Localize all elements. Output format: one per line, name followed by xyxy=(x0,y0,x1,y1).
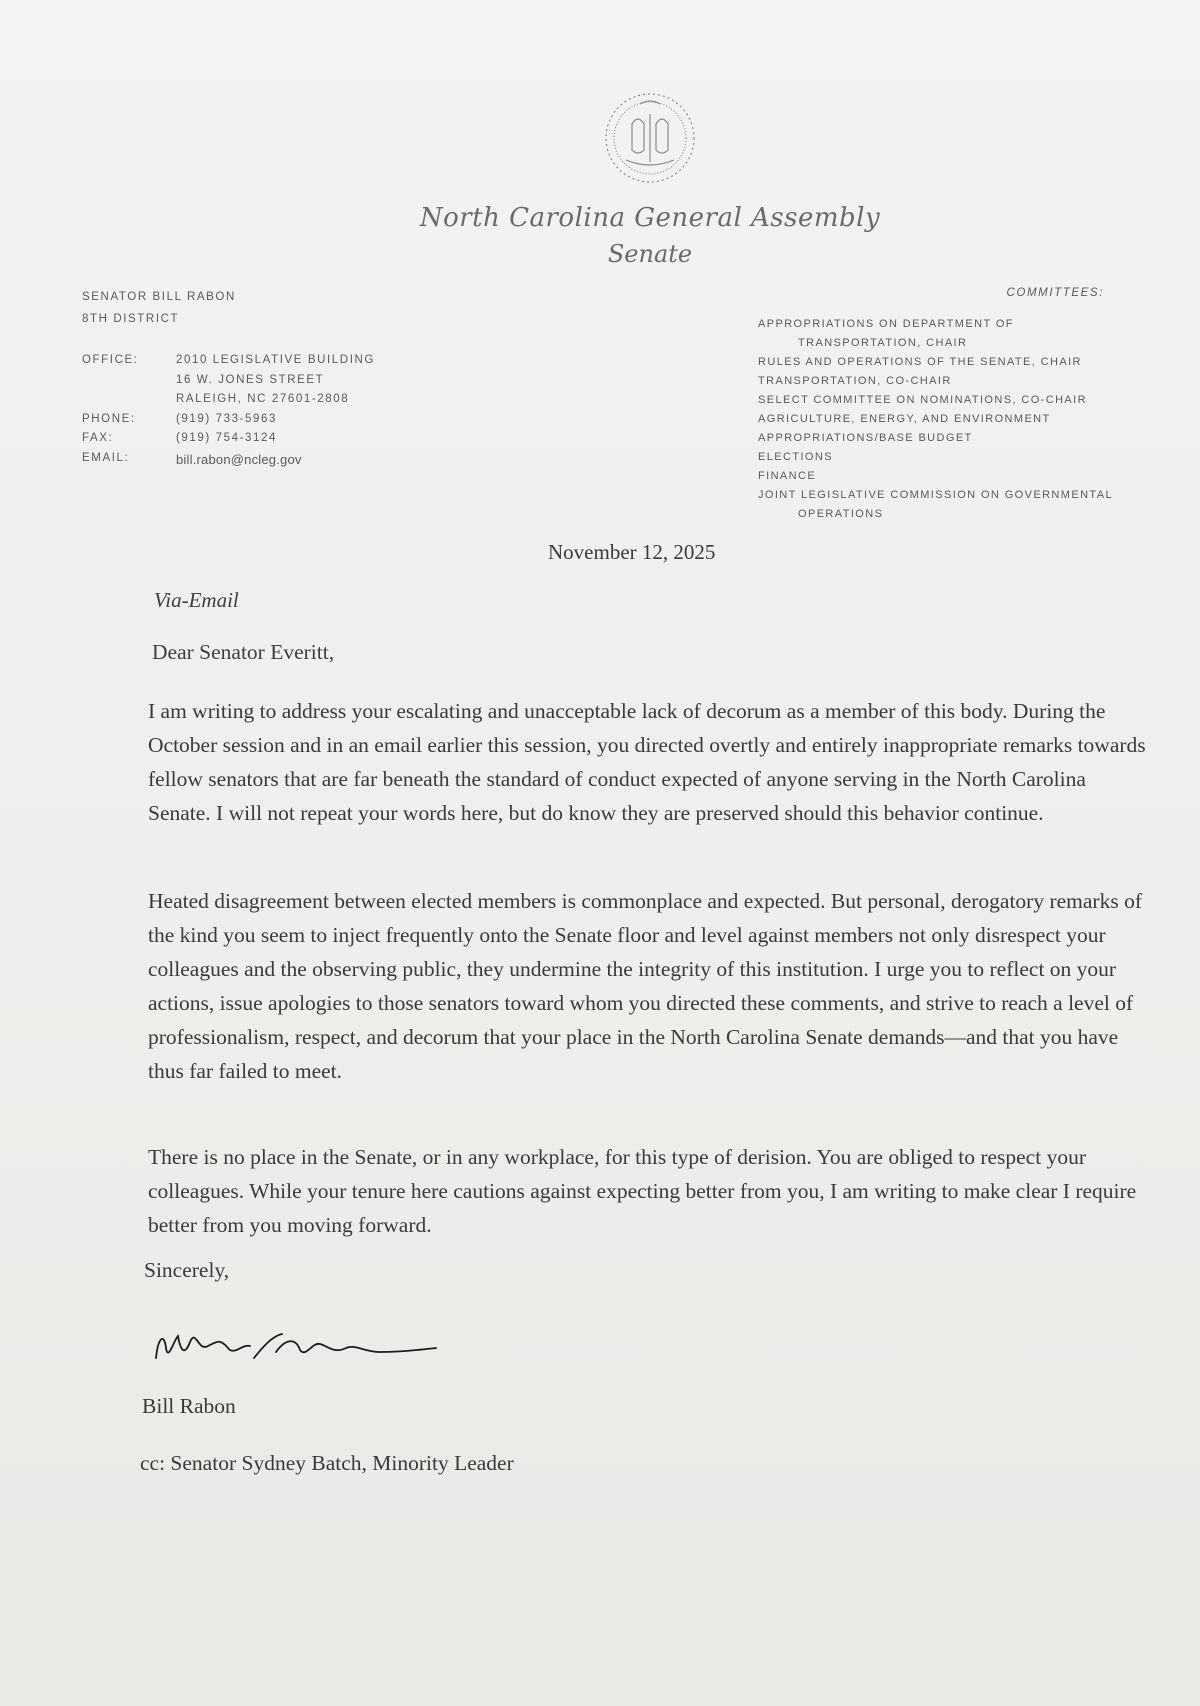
letter-date: November 12, 2025 xyxy=(548,540,716,564)
contact-label: OFFICE: xyxy=(82,354,139,366)
delivery-method: Via-Email xyxy=(154,588,239,612)
state-seal-icon xyxy=(596,84,704,188)
sender-name: SENATOR BILL RABON xyxy=(82,291,236,303)
contact-value: (919) 754-3124 xyxy=(176,432,278,444)
committee-item: TRANSPORTATION, CO-CHAIR xyxy=(758,375,952,387)
masthead-title: North Carolina General Assembly xyxy=(419,203,881,233)
committee-item: RULES AND OPERATIONS OF THE SENATE, CHAIR xyxy=(758,356,1082,368)
committee-item: APPROPRIATIONS ON DEPARTMENT OF xyxy=(758,318,1014,330)
body-paragraph: I am writing to address your escalating and unacceptable lack of decorum as a member of this body. During the October session and in an email earlier this session, you directed overtly and entirely inappropriate remarks towards fellow senators that are far beneath the standard of conduct expected of anyone serving in the North Carolina Senate. I will not repeat your words here, but do know they are preserved should this behavior continue. xyxy=(148,699,1146,825)
committee-item: OPERATIONS xyxy=(798,508,884,520)
committee-item: TRANSPORTATION, CHAIR xyxy=(798,337,968,349)
committee-item: JOINT LEGISLATIVE COMMISSION ON GOVERNMENTAL xyxy=(758,489,1113,501)
closing: Sincerely, xyxy=(144,1258,230,1282)
sender-district: 8TH DISTRICT xyxy=(82,313,180,325)
signature-icon xyxy=(150,1318,440,1376)
salutation: Dear Senator Everitt, xyxy=(152,640,335,664)
committee-item: APPROPRIATIONS/BASE BUDGET xyxy=(758,432,973,444)
masthead-subtitle: Senate xyxy=(607,240,693,268)
contact-value: RALEIGH, NC 27601-2808 xyxy=(176,393,350,405)
contact-email: bill.rabon@ncleg.gov xyxy=(176,451,302,467)
cc-line: cc: Senator Sydney Batch, Minority Leader xyxy=(140,1451,514,1475)
contact-value: 2010 LEGISLATIVE BUILDING xyxy=(176,354,375,366)
signer-name: Bill Rabon xyxy=(142,1394,236,1418)
committees-block xyxy=(758,287,1178,524)
contact-label: PHONE: xyxy=(82,412,136,425)
contact-value: (919) 733-5963 xyxy=(176,412,278,425)
committee-item: AGRICULTURE, ENERGY, AND ENVIRONMENT xyxy=(758,413,1051,425)
committee-item: FINANCE xyxy=(758,470,817,482)
contact-label: FAX: xyxy=(82,432,114,444)
contact-value: 16 W. JONES STREET xyxy=(176,373,325,386)
body-paragraph: There is no place in the Senate, or in any workplace, for this type of derision. You are obliged to respect your colleagues. While your tenure here cautions against expecting better from you, I am writing to make clear I require better from you moving forward. xyxy=(148,1145,1137,1237)
committees-title: COMMITTEES: xyxy=(1006,287,1104,299)
committee-item: SELECT COMMITTEE ON NOMINATIONS, CO-CHAIR xyxy=(758,394,1087,406)
contact-label: EMAIL: xyxy=(82,451,130,464)
body-paragraph: Heated disagreement between elected members is commonplace and expected. But personal, derogatory remarks of the kind you seem to inject frequently onto the Senate floor and level against members not only disrespect your colleagues and the observing public, they undermine the integrity of this institution. I urge you to reflect on your actions, issue apologies to those senators toward whom you directed these comments, and strive to reach a level of professionalism, respect, and decorum that your place in the North Carolina Senate demands—and that you have thus far failed to meet. xyxy=(148,889,1142,1083)
committee-item: ELECTIONS xyxy=(758,451,833,463)
